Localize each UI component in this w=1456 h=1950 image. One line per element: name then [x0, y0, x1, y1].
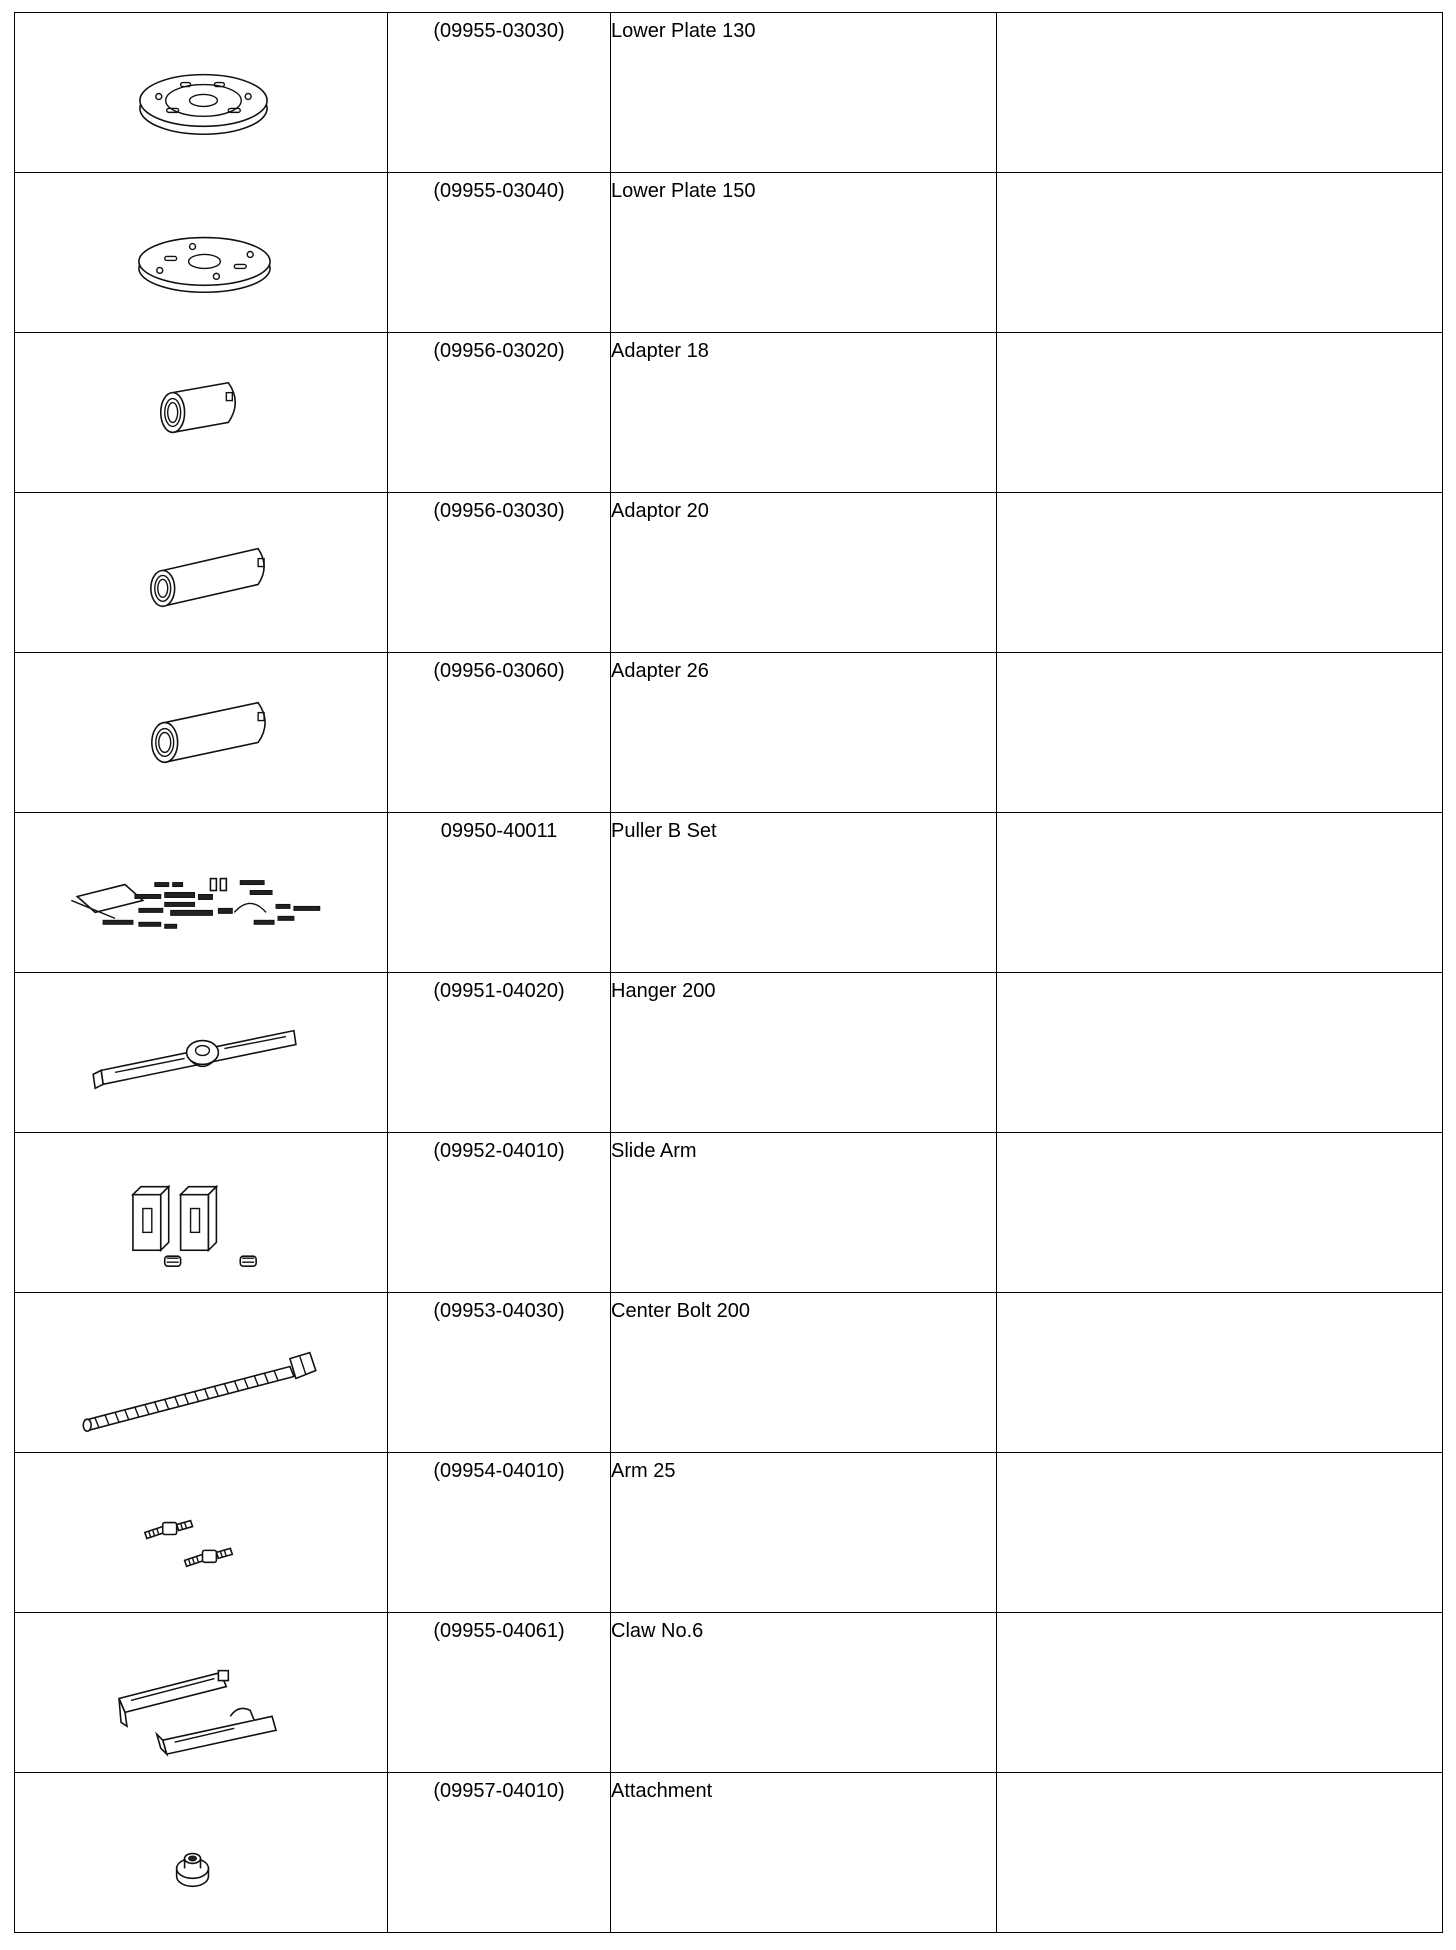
table-row	[15, 333, 1443, 493]
part-number-cell	[388, 1613, 611, 1773]
table-row	[15, 493, 1443, 653]
illustration-cell	[15, 1453, 388, 1613]
part-name: Arm 25	[611, 1460, 676, 1482]
part-number: (09953-04030)	[433, 1300, 565, 1322]
table-row	[15, 1453, 1443, 1613]
part-number: (09951-04020)	[433, 980, 565, 1002]
table-row	[15, 973, 1443, 1133]
lower-plate-130-icon	[15, 13, 387, 172]
table-row	[15, 173, 1443, 333]
part-number-cell	[388, 1453, 611, 1613]
part-number-cell	[388, 1773, 611, 1933]
part-number-cell	[388, 1293, 611, 1453]
part-number: (09955-03040)	[433, 180, 565, 202]
illustration-cell	[15, 333, 388, 493]
part-name-cell	[611, 1133, 997, 1293]
arm-25-icon	[15, 1453, 387, 1612]
note-cell	[997, 1293, 1443, 1453]
part-number: (09954-04010)	[433, 1460, 565, 1482]
part-name-cell	[611, 813, 997, 973]
illustration-cell	[15, 173, 388, 333]
part-number-cell	[388, 653, 611, 813]
illustration-cell	[15, 493, 388, 653]
table-row	[15, 813, 1443, 973]
part-name: Center Bolt 200	[611, 1300, 750, 1322]
illustration-cell	[15, 1133, 388, 1293]
illustration-cell	[15, 13, 388, 173]
part-name: Hanger 200	[611, 980, 716, 1002]
slide-arm-icon	[15, 1133, 387, 1292]
part-name-cell	[611, 493, 997, 653]
part-name-cell	[611, 173, 997, 333]
part-number-cell	[388, 13, 611, 173]
illustration-cell	[15, 653, 388, 813]
note-cell	[997, 1133, 1443, 1293]
illustration-cell	[15, 1613, 388, 1773]
part-name: Adapter 18	[611, 340, 709, 362]
part-name-cell	[611, 653, 997, 813]
part-name: Claw No.6	[611, 1620, 704, 1642]
adaptor-20-icon	[15, 493, 387, 652]
lower-plate-150-icon	[15, 173, 387, 332]
note-cell	[997, 1613, 1443, 1773]
part-number: (09956-03060)	[433, 660, 565, 682]
note-cell	[997, 493, 1443, 653]
part-name-cell	[611, 1613, 997, 1773]
table-row	[15, 653, 1443, 813]
part-number-cell	[388, 173, 611, 333]
part-name: Lower Plate 150	[611, 180, 756, 202]
table-row	[15, 1133, 1443, 1293]
note-cell	[997, 173, 1443, 333]
part-number-cell	[388, 973, 611, 1133]
note-cell	[997, 653, 1443, 813]
part-number-cell	[388, 493, 611, 653]
special-tools-table	[14, 12, 1443, 1933]
part-name-cell	[611, 1773, 997, 1933]
note-cell	[997, 1773, 1443, 1933]
note-cell	[997, 973, 1443, 1133]
table-row	[15, 13, 1443, 173]
illustration-cell	[15, 973, 388, 1133]
part-number: (09955-04061)	[433, 1620, 565, 1642]
part-number: (09955-03030)	[433, 20, 565, 42]
note-cell	[997, 813, 1443, 973]
part-number: 09950-40011	[440, 820, 558, 842]
adapter-26-icon	[15, 653, 387, 812]
part-name-cell	[611, 1293, 997, 1453]
note-cell	[997, 1453, 1443, 1613]
part-number-cell	[388, 813, 611, 973]
table-row	[15, 1773, 1443, 1933]
part-number: (09952-04010)	[433, 1140, 565, 1162]
illustration-cell	[15, 813, 388, 973]
illustration-cell	[15, 1773, 388, 1933]
note-cell	[997, 13, 1443, 173]
claw-no6-icon	[15, 1613, 387, 1772]
hanger-200-icon	[15, 973, 387, 1132]
part-number: (09956-03030)	[433, 500, 565, 522]
table-row	[15, 1293, 1443, 1453]
part-number: (09956-03020)	[433, 340, 565, 362]
part-name: Attachment	[611, 1780, 713, 1802]
part-name-cell	[611, 1453, 997, 1613]
adapter-18-icon	[15, 333, 387, 492]
puller-b-set-icon	[15, 813, 387, 972]
part-name: Adaptor 20	[611, 500, 709, 522]
part-name: Slide Arm	[611, 1140, 697, 1162]
part-name: Lower Plate 130	[611, 20, 756, 42]
part-name: Puller B Set	[611, 820, 717, 842]
part-number: (09957-04010)	[433, 1780, 565, 1802]
part-name-cell	[611, 973, 997, 1133]
part-number-cell	[388, 1133, 611, 1293]
part-number-cell	[388, 333, 611, 493]
part-name-cell	[611, 13, 997, 173]
part-name: Adapter 26	[611, 660, 709, 682]
attachment-icon	[15, 1773, 387, 1932]
center-bolt-200-icon	[15, 1293, 387, 1452]
table-row	[15, 1613, 1443, 1773]
part-name-cell	[611, 333, 997, 493]
note-cell	[997, 333, 1443, 493]
illustration-cell	[15, 1293, 388, 1453]
